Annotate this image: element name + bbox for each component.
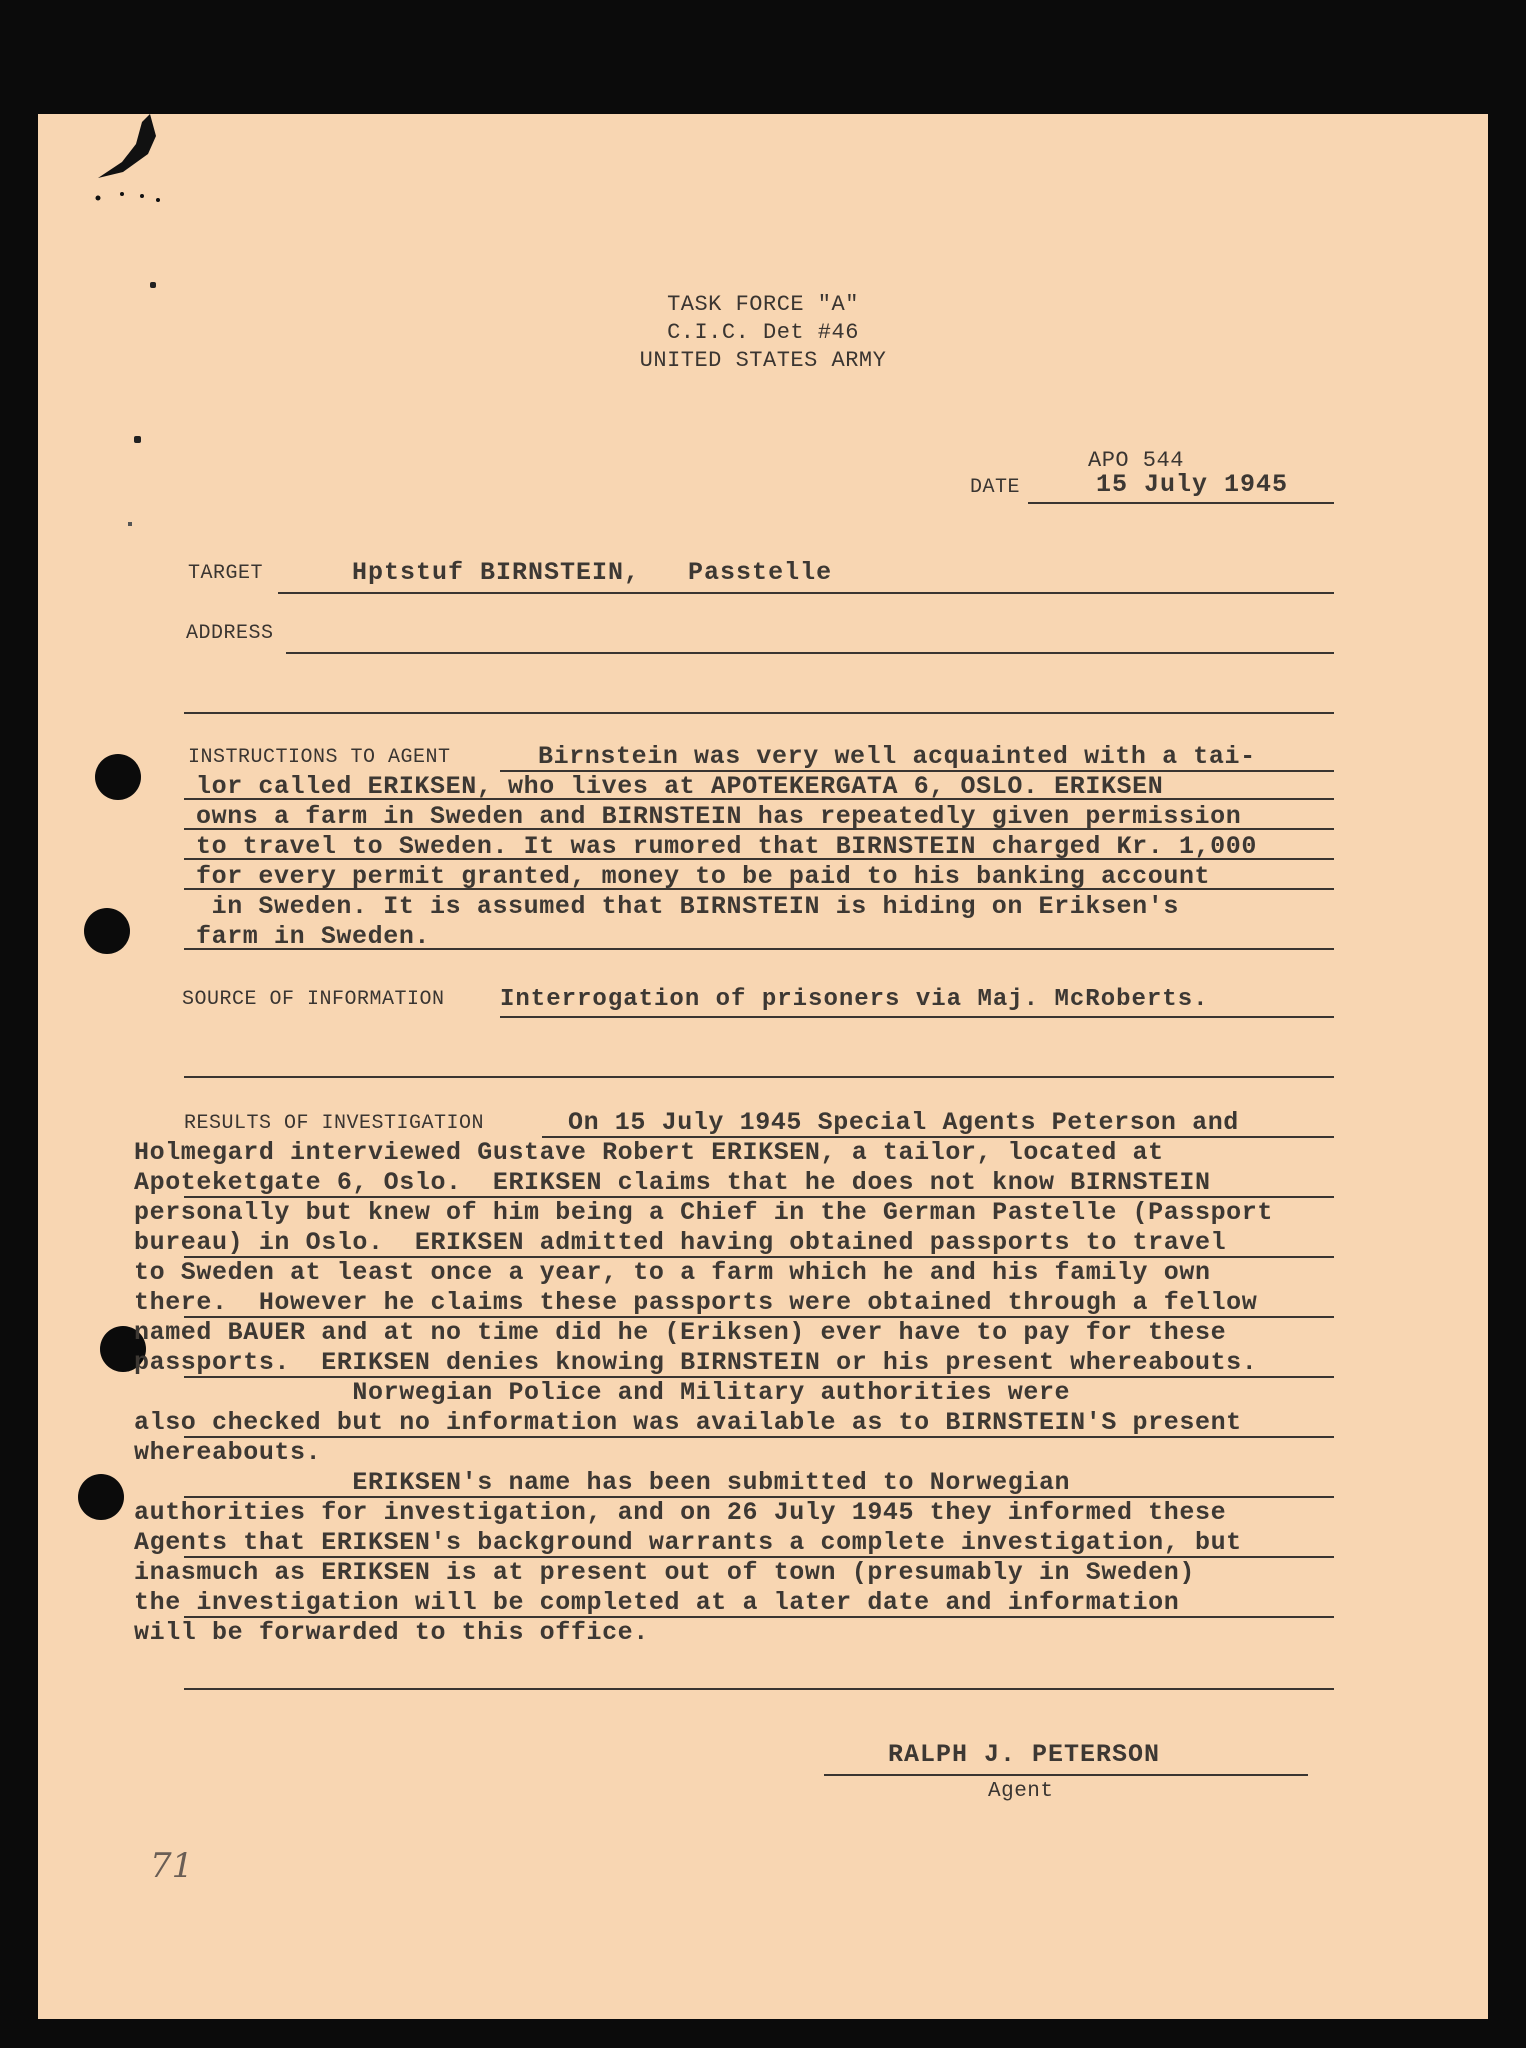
results-line: Apoteketgate 6, Oslo. ERIKSEN claims that he does not know BIRNSTEIN (134, 1168, 1211, 1197)
form-rule (184, 1688, 1334, 1690)
apo-number: APO 544 (1088, 448, 1184, 473)
results-label: RESULTS OF INVESTIGATION (184, 1112, 485, 1135)
source-value: Interrogation of prisoners via Maj. McRoberts. (500, 986, 1209, 1013)
form-rule (184, 828, 1334, 830)
instructions-line: Birnstein was very well acquainted with a tai- (538, 742, 1256, 771)
instructions-label: INSTRUCTIONS TO AGENT (188, 746, 451, 769)
results-line: bureau) in Oslo. ERIKSEN admitted having obtained passports to travel (134, 1228, 1227, 1257)
form-rule (542, 1136, 1334, 1138)
date-label: DATE (970, 476, 1021, 499)
results-line: personally but knew of him being a Chief in the German Pastelle (Passport (134, 1198, 1273, 1227)
instructions-line: farm in Sweden. (196, 922, 431, 951)
form-rule (184, 1196, 1334, 1198)
results-line: inasmuch as ERIKSEN is at present out of town (presumably in Sweden) (134, 1558, 1195, 1587)
ink-blot (78, 114, 168, 204)
punch-hole (84, 908, 130, 954)
form-rule (184, 798, 1334, 800)
form-rule (184, 888, 1334, 890)
margin-note: 71 (150, 1846, 194, 1886)
signature-name: RALPH J. PETERSON (888, 1740, 1161, 1769)
results-line: passports. ERIKSEN denies knowing BIRNSTEIN or his present whereabouts. (134, 1348, 1258, 1377)
results-line: Norwegian Police and Military authorities were (134, 1378, 1071, 1407)
results-line: also checked but no information was available as to BIRNSTEIN'S present (134, 1408, 1242, 1437)
results-line: Agents that ERIKSEN's background warrants a complete investigation, but (134, 1528, 1242, 1557)
results-line: ERIKSEN's name has been submitted to Norwegian (134, 1468, 1071, 1497)
source-rule (500, 1016, 1334, 1018)
form-rule (184, 1256, 1334, 1258)
instructions-line: lor called ERIKSEN, who lives at APOTEKERGATA 6, OSLO. ERIKSEN (196, 772, 1164, 801)
date-value: 15 July 1945 (1096, 470, 1289, 499)
form-rule (184, 1376, 1334, 1378)
instructions-line: owns a farm in Sweden and BIRNSTEIN has repeatedly given permission (196, 802, 1242, 831)
results-line: the investigation will be completed at a later date and information (134, 1588, 1180, 1617)
punch-hole (78, 1474, 124, 1520)
form-rule (184, 1616, 1334, 1618)
form-rule (184, 1496, 1334, 1498)
source-label: SOURCE OF INFORMATION (182, 988, 445, 1011)
address-rule (286, 652, 1334, 654)
form-rule (184, 1316, 1334, 1318)
target-label: TARGET (188, 562, 264, 585)
results-line: On 15 July 1945 Special Agents Peterson and (568, 1108, 1239, 1137)
results-line: will be forwarded to this office. (134, 1618, 649, 1647)
header-army: UNITED STATES ARMY (639, 348, 887, 373)
margin-speck (134, 436, 141, 443)
date-rule (1028, 502, 1334, 504)
form-rule (184, 1436, 1334, 1438)
signature-rule (824, 1774, 1308, 1776)
results-line: whereabouts. (134, 1438, 322, 1467)
results-line: authorities for investigation, and on 26 July 1945 they informed these (134, 1498, 1227, 1527)
address-label: ADDRESS (186, 622, 274, 645)
address-rule-2 (184, 712, 1334, 714)
results-line: named BAUER and at no time did he (Eriksen) ever have to pay for these (134, 1318, 1227, 1347)
source-rule-2 (184, 1076, 1334, 1078)
target-value: Hptstuf BIRNSTEIN, Passtelle (352, 558, 833, 587)
instructions-line: to travel to Sweden. It was rumored that BIRNSTEIN charged Kr. 1,000 (196, 832, 1257, 861)
header-unit: TASK FORCE "A" (667, 292, 859, 317)
results-line: to Sweden at least once a year, to a farm which he and his family own (134, 1258, 1211, 1287)
target-rule (278, 592, 1334, 594)
margin-speck (150, 282, 156, 288)
form-rule (184, 1556, 1334, 1558)
results-line: there. However he claims these passports were obtained through a fellow (134, 1288, 1258, 1317)
instructions-line: for every permit granted, money to be paid to his banking account (196, 862, 1211, 891)
form-rule (184, 948, 1334, 950)
document-page (38, 114, 1488, 2019)
header-detachment: C.I.C. Det #46 (667, 320, 859, 345)
margin-speck (128, 522, 132, 526)
punch-hole (95, 754, 141, 800)
signature-title: Agent (988, 1780, 1054, 1803)
form-rule (184, 858, 1334, 860)
results-line: Holmegard interviewed Gustave Robert ERIKSEN, a tailor, located at (134, 1138, 1164, 1167)
instructions-line: in Sweden. It is assumed that BIRNSTEIN is hiding on Eriksen's (196, 892, 1179, 921)
